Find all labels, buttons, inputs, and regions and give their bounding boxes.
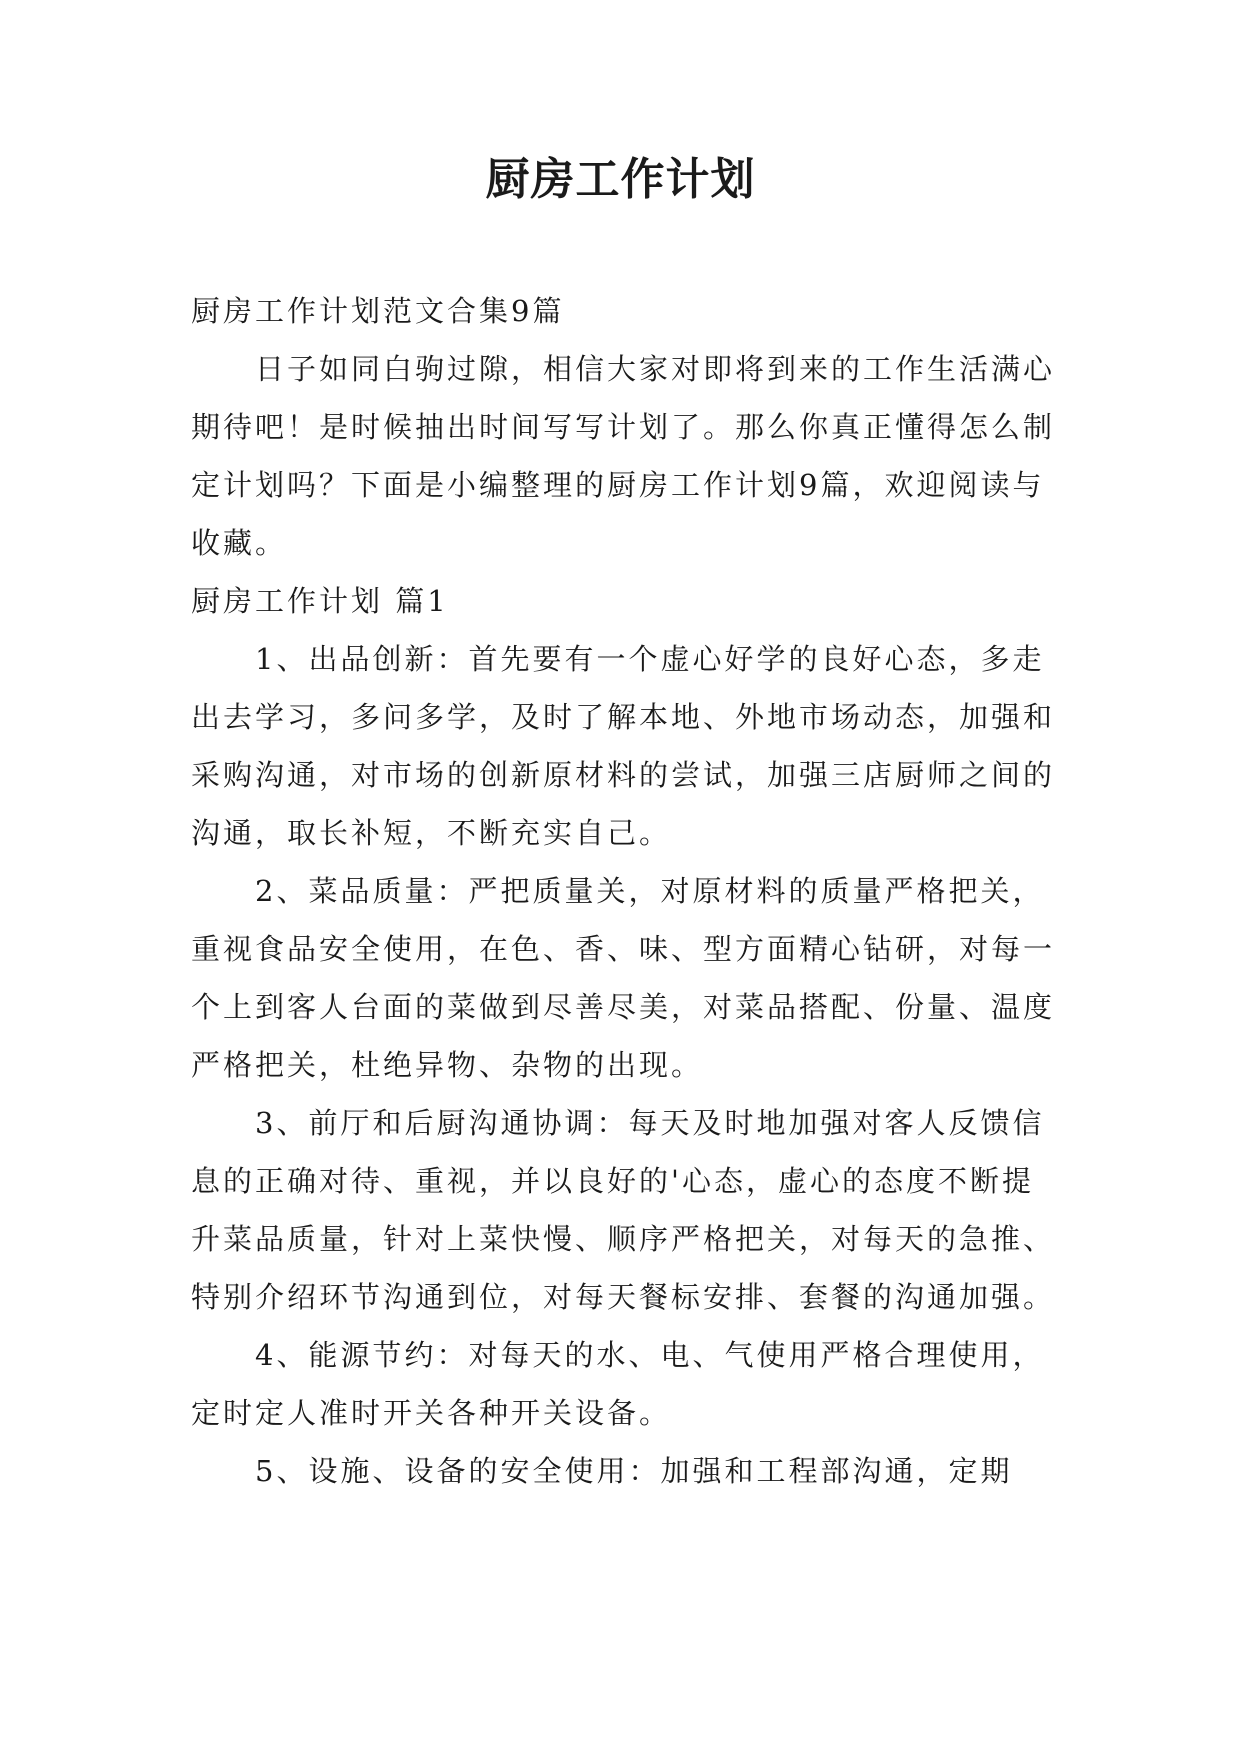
document-body [191,282,1061,1500]
document-title: 厨房工作计划 [485,154,756,205]
intro-paragraph: 日子如同白驹过隙，相信大家对即将到来的工作生活满心期待吧！是时候抽出时间写写计划了。那么你真正懂得怎么制定计划吗？下面是小编整理的厨房工作计划9篇，欢迎阅读与收藏。 [191,352,1056,560]
paragraph-item-4: 4、能源节约：对每天的水、电、气使用严格合理使用，定时定人准时开关各种开关设备。 [191,1338,1045,1430]
paragraph-item-1: 1、出品创新：首先要有一个虚心好学的良好心态，多走出去学习，多问多学，及时了解本地、外地市场动态，加强和采购沟通，对市场的创新原材料的尝试，加强三店厨师之间的沟通，取长补短，不断充实自己。 [191,642,1056,850]
section-heading: 厨房工作计划 篇1 [191,584,449,618]
paragraph-item-2: 2、菜品质量：严把质量关，对原材料的质量严格把关，重视食品安全使用，在色、香、味、型方面精心钻研，对每一个上到客人台面的菜做到尽善尽美，对菜品搭配、份量、温度严格把关，杜绝异物、杂物的出现。 [191,874,1056,1082]
paragraph-item-3: 3、前厅和后厨沟通协调：每天及时地加强对客人反馈信息的正确对待、重视，并以良好的'心态，虚心的态度不断提升菜品质量，针对上菜快慢、顺序严格把关，对每天的急推、特别介绍环节沟通到位，对每天餐标安排、套餐的沟通加强。 [191,1106,1056,1314]
paragraph-item-5: 5、设施、设备的安全使用：加强和工程部沟通，定期 [255,1454,1013,1488]
document-subtitle: 厨房工作计划范文合集9篇 [191,294,565,328]
